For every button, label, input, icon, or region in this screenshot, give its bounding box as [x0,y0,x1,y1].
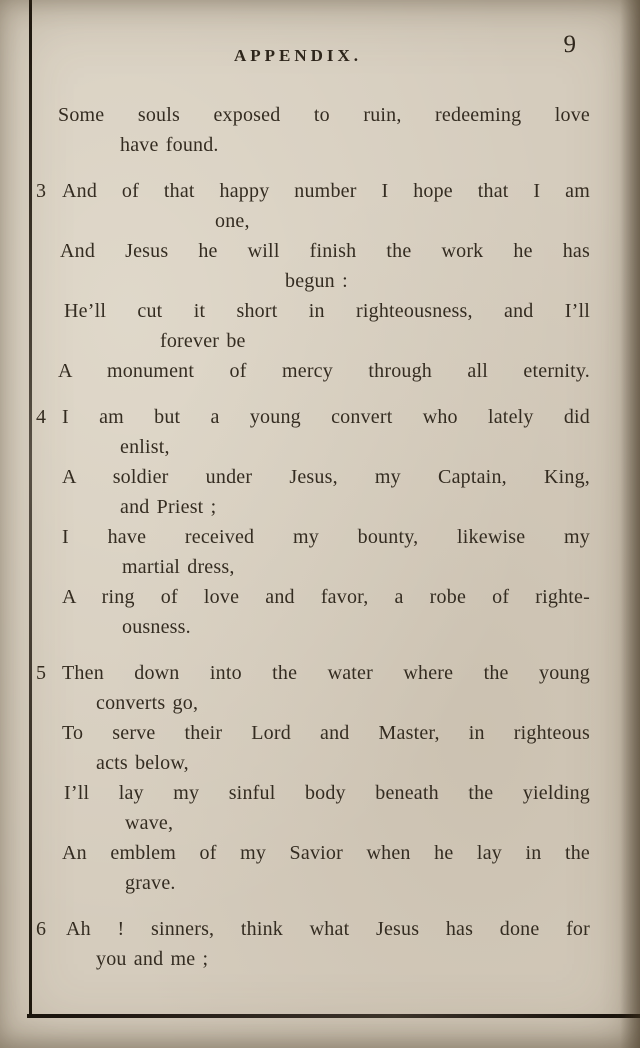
hymn-line: A ring of love and favor, a robe of righte- [62,586,590,608]
stanza [36,100,590,160]
hymn-line: I have received my bounty, likewise my [62,526,590,548]
hymn-line: forever be [160,330,246,352]
hymn-line: 3 And of that happy number I hope that I am [36,176,590,206]
hymn-line: 5 Then down into the water where the young [36,658,590,688]
hymn-line: A soldier under Jesus, my Captain, King, [62,466,590,488]
hymn-line: A monument of mercy through all eternity. [58,360,590,382]
hymn-line: To serve their Lord and Master, in righteous [62,722,590,744]
hymn-line: begun : [285,270,348,292]
page-number: 9 [563,31,576,58]
book-gutter-shadow [620,0,640,1048]
hymn-line: 6 Ah ! sinners, think what Jesus has done for [36,914,590,944]
hymn-line: ousness. [122,616,191,638]
page-border-left-rule [29,0,32,1016]
stanza-number: 4 [36,406,47,428]
hymn-line: He’ll cut it short in righteousness, and I’ll [64,300,590,322]
hymn-line: one, [215,210,250,232]
hymn-line: enlist, [120,436,170,458]
hymn-line: wave, [125,812,174,834]
stanza-number: 5 [36,662,47,684]
stanza-number: 3 [36,180,47,202]
hymn-line: Some souls exposed to ruin, redeeming love [58,104,590,126]
hymn-line: and Priest ; [120,496,217,518]
stanza [36,658,590,898]
stanza [36,402,590,642]
stanza [36,914,590,974]
hymn-line: you and me ; [96,948,209,970]
hymn-line: have found. [120,134,219,156]
page-border-bottom-rule [27,1014,640,1018]
hymn-line: converts go, [96,692,199,714]
hymn-line: 4 I am but a young convert who lately did [36,402,590,432]
hymn-line: grave. [125,872,176,894]
hymn-line: An emblem of my Savior when he lay in the [62,842,590,864]
hymn-line: acts below, [96,752,189,774]
stanza [36,176,590,386]
text-block [36,100,590,990]
running-header: APPENDIX. [233,46,363,65]
hymn-line: I’ll lay my sinful body beneath the yielding [64,782,590,804]
stanza-number: 6 [36,918,47,940]
hymn-line: martial dress, [122,556,235,578]
hymn-line: And Jesus he will finish the work he has [60,240,590,262]
